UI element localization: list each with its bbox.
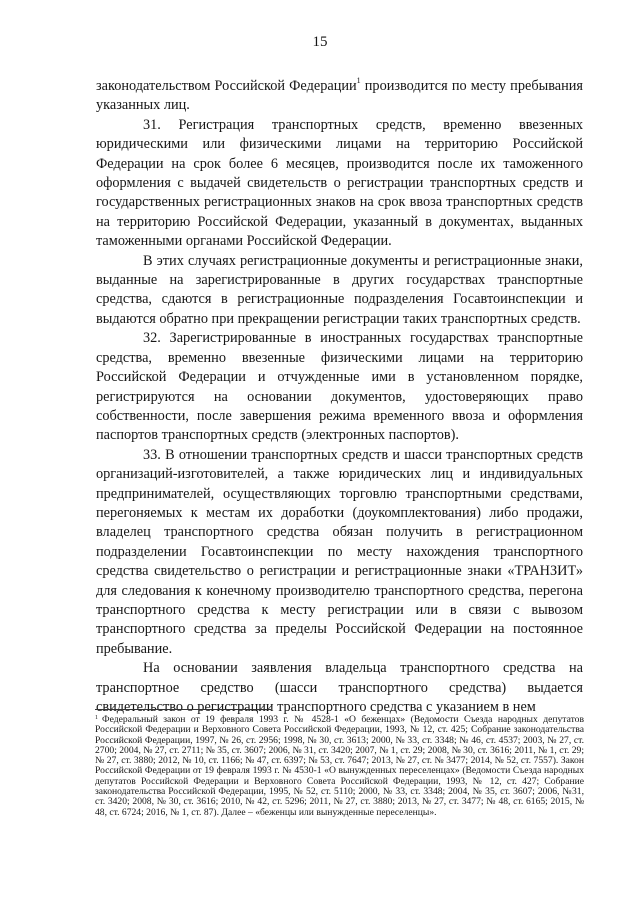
paragraph-continuation [96, 77, 583, 116]
footnote-ref: 1 [356, 76, 361, 85]
paragraph-text: законодательством Российской Федерации [96, 78, 357, 94]
paragraph-33-continued: На основании заявления владельца транспортного средства на транспортное средство (шасси транспортного средства) выдается свидетельство о регистрации транспортного средства с указанием в нем [96, 660, 583, 715]
body-text [96, 77, 583, 717]
footnote [95, 715, 584, 818]
footnote-text: Федеральный закон от 19 февраля 1993 г. № 4528-1 «О беженцах» (Ведомости Съезда народных депутатов Российской Федерации и Верховного Совета Российской Федерации, 1993, № 12, ст. 425; Собрание законодательства Российской Федерации, 1997, № 26, ст. 2956; 1998, № 30, ст. 3613; 2000, № 33, ст. 3348; № 46, ст. 4537; 2003, № 27, ст. 2700; 2004, № 27, ст. 2711; № 35, ст. 3607; 2006, № 31, ст. 3420; 2007, № 1, ст. 29; 2008, № 30, ст. 3616; 2011, № 1, ст. 29; № 27, ст. 3880; 2012, № 10, ст. 1166; № 47, ст. 6397; № 53, ст. 7647; 2013, № 27, ст. № 3477; 2014, № 52, ст. 7557). Закон Российской Федерации от 19 февраля 1993 г. № 4530-1 «О вынужденных переселенцах» (Ведомости Съезда народных депутатов Российской Федерации и Верховного Совета Российской Федерации, 1993, № 12, ст. 427; Собрание законодательства Российской Федерации, 1995, № 52, ст. 5110; 2000, № 33, ст. 3348; 2004, № 35, ст. 3607; 2006, №31, ст. 3420; 2008, № 30, ст. 3616; 2010, № 42, ст. 5296; 2011, № 27, ст. 3880; 2013, № 27, ст. 3477; № 48, ст. 6165; 2015, № 48, ст. 6724; 2016, № 1, ст. 87). Далее – «беженцы или вынужденные переселенцы». [95, 714, 584, 818]
page-number: 15 [312, 34, 328, 50]
paragraph-31: 31. Регистрация транспортных средств, временно ввезенных юридическими или физическими лицами на территорию Российской Федерации на срок более 6 месяцев, производится после их таможенного оформления с выдачей свидетельств о регистрации транспортных средств и государственных регистрационных знаков на срок ввоза транспортных средств на территорию Российской Федерации, указанный в документах, выданных таможенными органами Российской Федерации. [96, 116, 583, 250]
paragraph-31-continued: В этих случаях регистрационные документы и регистрационные знаки, выданные на зарегистрированные в других государствах транспортные средства, сдаются в регистрационные подразделения Госавтоинспекции и выдаются обратно при прекращении регистрации таких транспортных средств. [96, 252, 583, 327]
paragraph-text-tail: производится по месту пребывания указанных лиц. [96, 78, 583, 114]
footnote-divider [95, 709, 271, 710]
paragraph-32: 32. Зарегистрированные в иностранных государствах транспортные средства, временно ввезенные физическими лицами на территорию Российской Федерации и отчужденные ими в установленном порядке, регистрируются на основании документов, удостоверяющих право собственности, после завершения режима временного ввоза и оформления паспортов транспортных средств (электронных паспортов). [96, 330, 583, 444]
footnote-marker: 1 [95, 715, 98, 721]
paragraph-33: 33. В отношении транспортных средств и шасси транспортных средств организаций-изготовителей, а также юридических лиц и индивидуальных предпринимателей, осуществляющих торговлю транспортными средствами, перегоняемых к местам их доработки (доукомплектования) либо продажи, владелец транспортного средства обязан получить в регистрационном подразделении Госавтоинспекции по месту нахождения транспортного средства свидетельство о регистрации и регистрационные знаки «ТРАНЗИТ» для следования к конечному производителю транспортного средства, перегона транспортного средства к месту регистрации или в связи с вывозом транспортного средства за пределы Российской Федерации на постоянное пребывание. [96, 446, 583, 657]
